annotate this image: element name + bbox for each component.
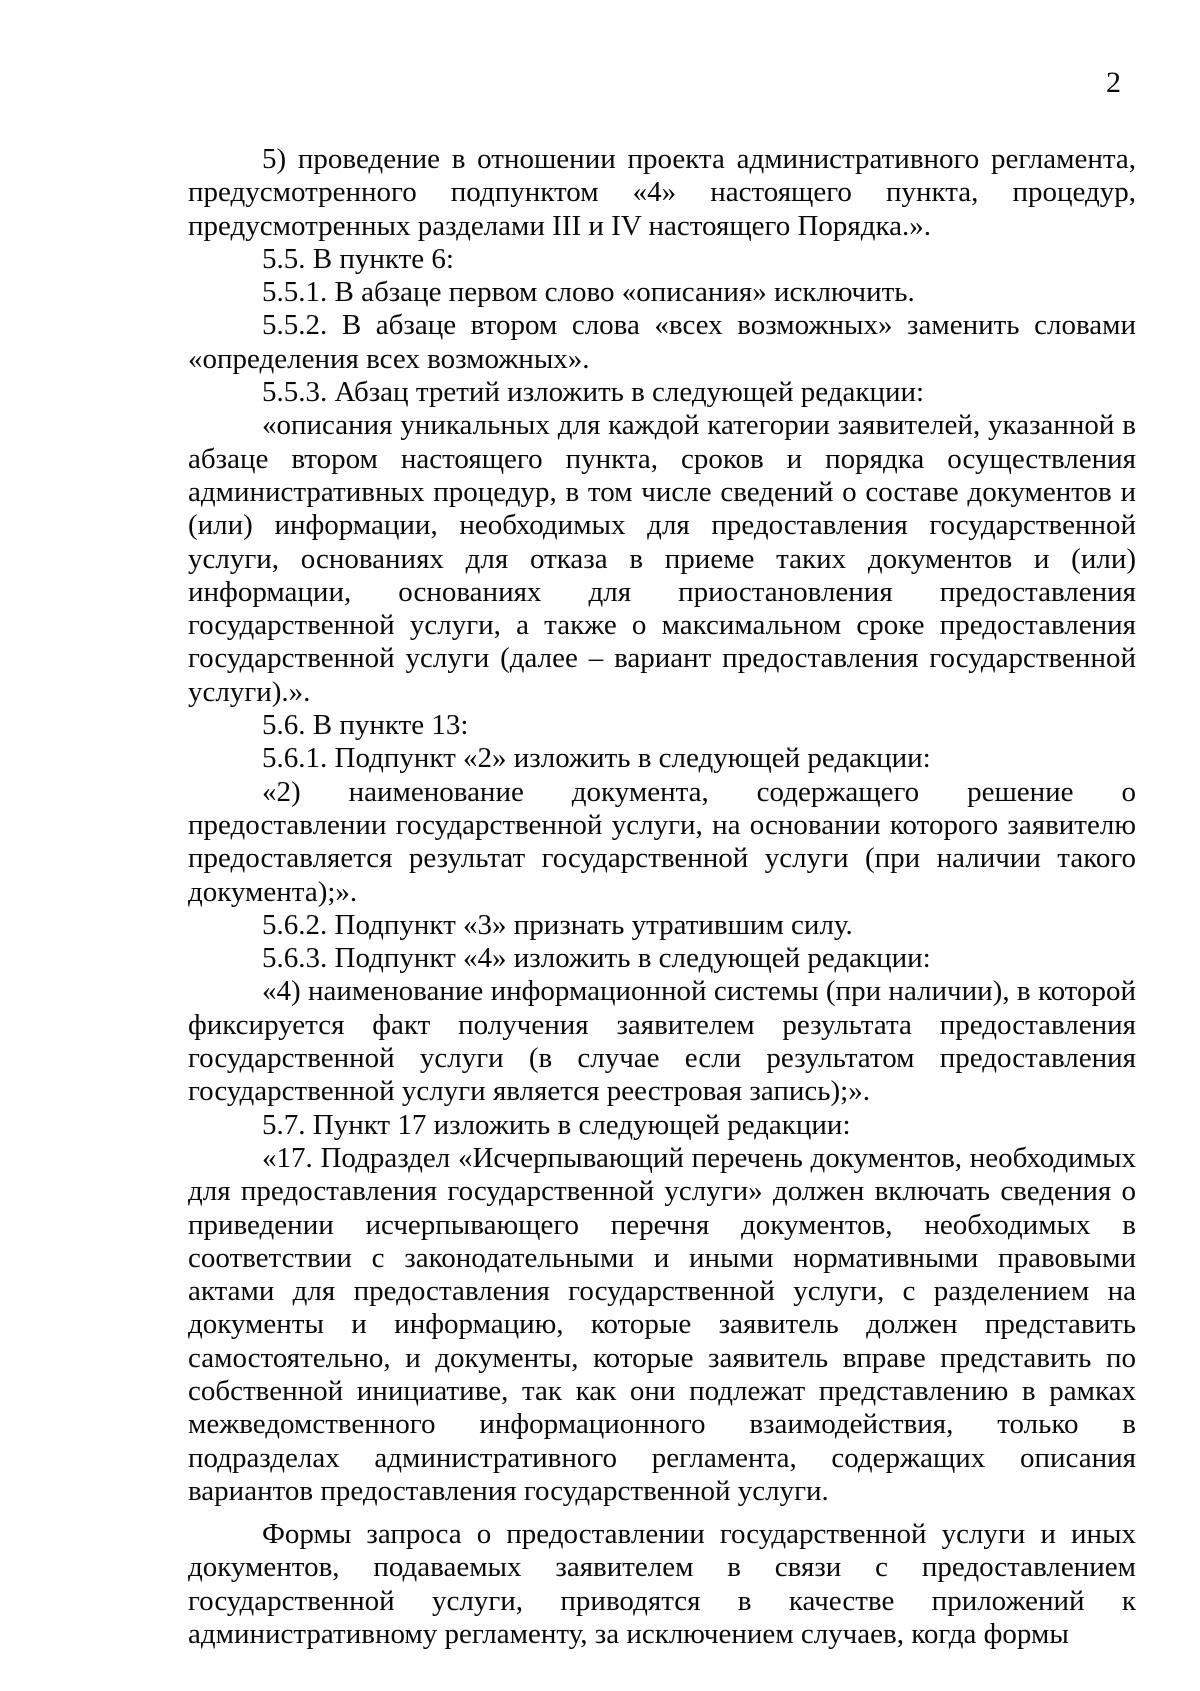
- paragraph-5-6-heading: 5.6. В пункте 13:: [262, 709, 469, 742]
- paragraph-5-5-3: 5.5.3. Абзац третий изложить в следующей редакции:: [262, 376, 925, 409]
- paragraph-5-5-2: 5.5.2. В абзаце втором слова «всех возможных» заменить словами «определения всех возможных».: [188, 309, 1136, 375]
- document-body: [188, 143, 1136, 1651]
- paragraph-5-6-3-quote: «4) наименование информационной системы (при наличии), в которой фиксируется факт получения заявителем результата предоставления государственной услуги (в случае если результатом предоставления государственной услуги является реестровая запись);».: [188, 975, 1136, 1108]
- paragraph-5-item-5: 5) проведение в отношении проекта административного регламента, предусмотренного подпунктом «4» настоящего пункта, процедур, предусмотренных разделами III и IV настоящего Порядка.».: [188, 143, 1136, 242]
- paragraph-5-5-heading: 5.5. В пункте 6:: [262, 242, 454, 275]
- paragraph-5-5-1: 5.5.1. В абзаце первом слово «описания» исключить.: [262, 276, 915, 309]
- paragraph-5-6-3: 5.6.3. Подпункт «4» изложить в следующей редакции:: [262, 942, 931, 975]
- paragraph-5-6-1-quote: «2) наименование документа, содержащего решение о предоставлении государственной услуги, на основании которого заявителю предоставляется результат государственной услуги (при наличии такого документа);».: [188, 775, 1136, 908]
- paragraph-5-7-quote: «17. Подраздел «Исчерпывающий перечень документов, необходимых для предоставления государственной услуги» должен включать сведения о приведении исчерпывающего перечня документов, необходимых в соответствии с законодательными и иными нормативными правовыми актами для предоставления государственной услуги, с разделением на документы и информацию, которые заявитель должен представить самостоятельно, и документы, которые заявитель вправе представить по собственной инициативе, так как они подлежат представлению в рамках межведомственного информационного взаимодействия, только в подразделах административного регламента, содержащих описания вариантов предоставления государственной услуги.: [188, 1141, 1136, 1507]
- paragraph-5-6-2: 5.6.2. Подпункт «3» признать утратившим силу.: [262, 908, 853, 941]
- paragraph-5-5-3-quote: «описания уникальных для каждой категории заявителей, указанной в абзаце втором настоящего пункта, сроков и порядка осуществления административных процедур, в том числе сведений о составе документов и (или) информации, необходимых для предоставления государственной услуги, основаниях для отказа в приеме таких документов и (или) информации, основаниях для приостановления предоставления государственной услуги, а также о максимальном сроке предоставления государственной услуги (далее – вариант предоставления государственной услуги).».: [188, 409, 1136, 708]
- page-number: 2: [1106, 66, 1121, 99]
- paragraph-5-7: 5.7. Пункт 17 изложить в следующей редакции:: [262, 1108, 851, 1141]
- paragraph-5-6-1: 5.6.1. Подпункт «2» изложить в следующей редакции:: [262, 742, 931, 775]
- paragraph-forms: Формы запроса о предоставлении государственной услуги и иных документов, подаваемых заявителем в связи с предоставлением государственной услуги, приводятся в качестве приложений к административному регламенту, за исключением случаев, когда формы: [188, 1518, 1136, 1651]
